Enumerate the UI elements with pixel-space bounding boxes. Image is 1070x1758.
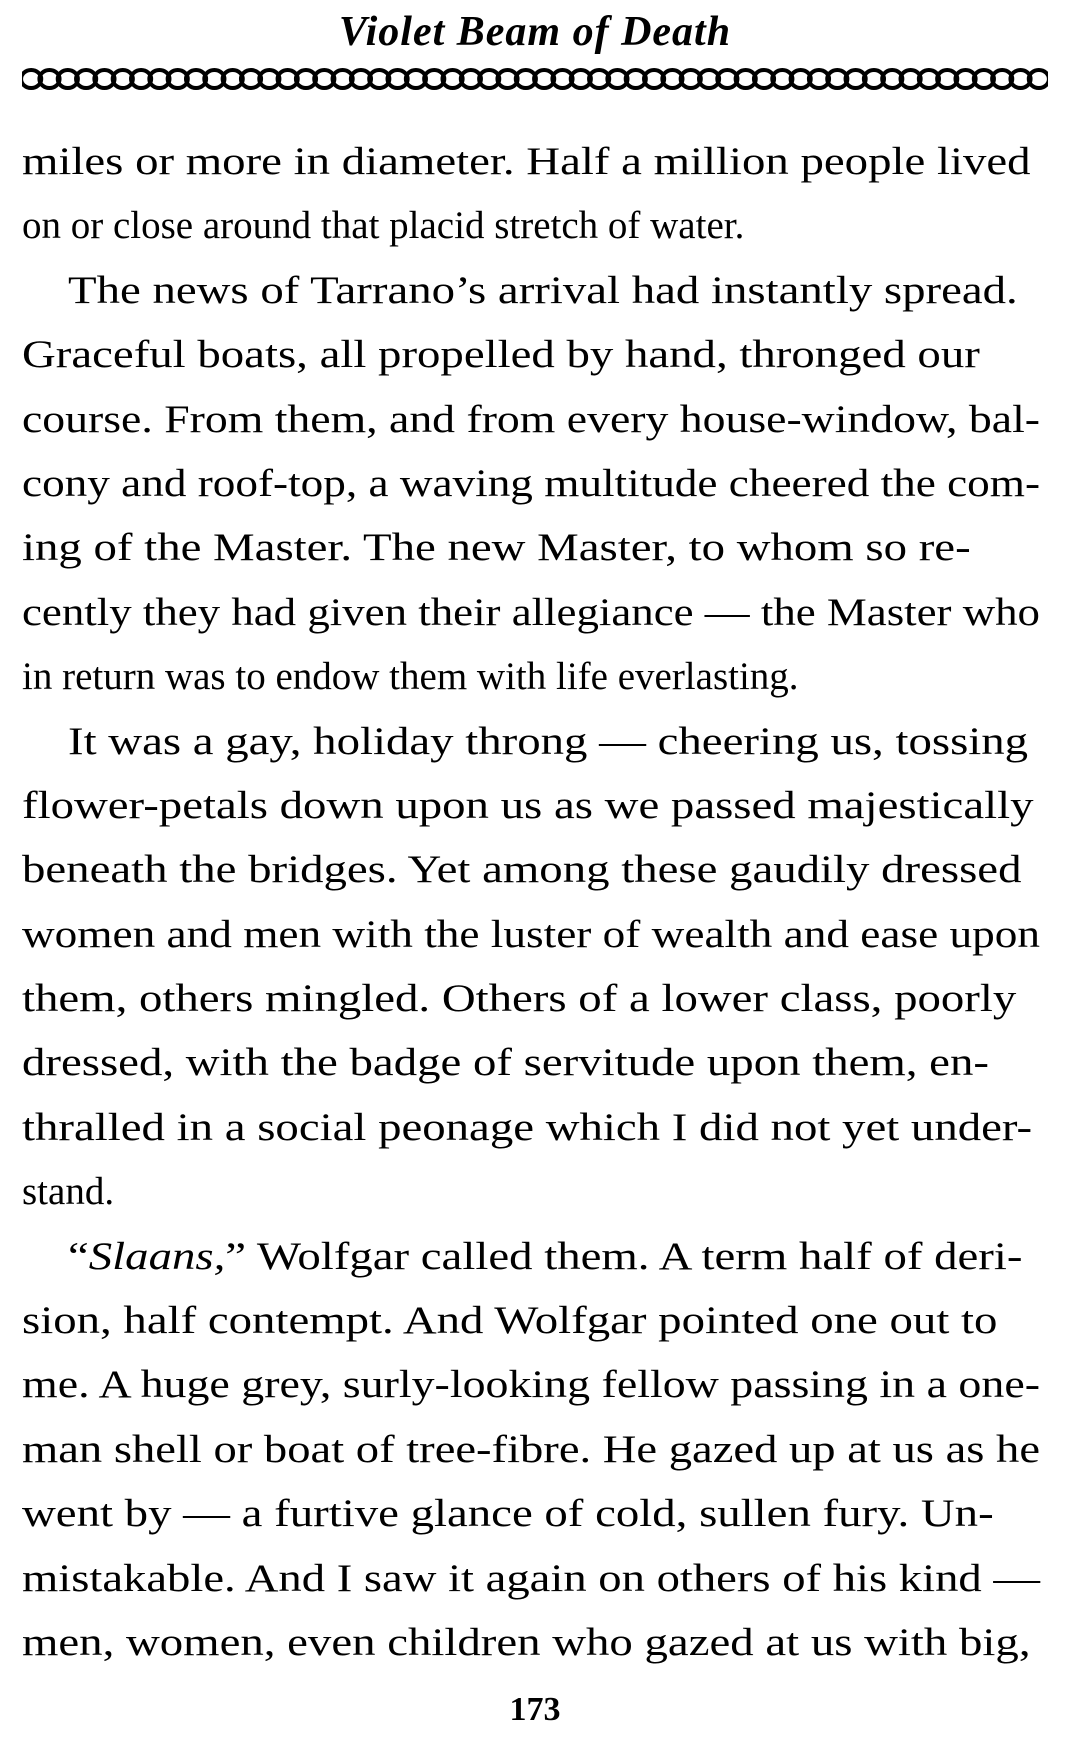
text-line <box>22 516 1040 580</box>
text-line <box>22 388 1040 452</box>
text-line-content: “Slaans,” Wolfgar called them. A term half of deri- <box>68 1234 1023 1278</box>
text-line-content: Graceful boats, all propelled by hand, thronged our <box>22 333 980 377</box>
text-line <box>22 323 1040 387</box>
text-line-content: ing of the Master. The new Master, to whom so re- <box>22 526 971 570</box>
body-text <box>22 130 1040 1675</box>
text-line <box>22 710 1040 774</box>
text-line <box>22 130 1040 194</box>
text-line <box>22 838 1040 902</box>
text-line <box>22 1289 1040 1353</box>
text-line-content: in return was to endow them with life everlasting. <box>22 655 799 699</box>
text-line <box>22 1353 1040 1417</box>
text-line-content: miles or more in diameter. Half a million people lived <box>22 140 1031 183</box>
text-line <box>22 774 1040 838</box>
text-line <box>22 1160 1040 1224</box>
page-number: 173 <box>509 1691 561 1728</box>
text-line <box>22 1031 1040 1095</box>
text-line <box>22 259 1040 323</box>
text-line-content: flower-petals down upon us as we passed majestically <box>22 783 1034 827</box>
text-line-content: sion, half contempt. And Wolfgar pointed one out to <box>22 1299 998 1343</box>
text-line <box>22 1482 1040 1546</box>
text-line-content: men, women, even children who gazed at us with big, <box>22 1620 1031 1664</box>
text-line <box>22 452 1040 516</box>
text-line-content: went by — a furtive glance of cold, sullen fury. Un- <box>22 1492 994 1536</box>
text-line-content: It was a gay, holiday throng — cheering us, tossing <box>68 719 1029 763</box>
text-line-content: women and men with the luster of wealth and ease upon <box>22 912 1040 956</box>
text-line-content: dressed, with the badge of servitude upon them, en- <box>22 1041 989 1085</box>
text-line <box>22 581 1040 645</box>
running-head: Violet Beam of Death <box>338 9 732 55</box>
text-line <box>22 1611 1040 1675</box>
text-line-content: them, others mingled. Others of a lower class, poorly <box>22 977 1017 1021</box>
text-line-content: me. A huge grey, surly-looking fellow passing in a one- <box>22 1363 1040 1407</box>
text-line <box>22 194 1040 258</box>
text-line-content: man shell or boat of tree-fibre. He gazed up at us as he <box>22 1427 1040 1471</box>
text-line-content: stand. <box>22 1170 115 1214</box>
text-line <box>22 967 1040 1031</box>
text-line <box>22 1096 1040 1160</box>
text-line-content: cony and roof-top, a waving multitude cheered the com- <box>22 461 1040 505</box>
text-line-content: The news of Tarrano’s arrival had instantly spread. <box>68 268 1018 312</box>
text-line <box>22 1418 1040 1482</box>
text-line-content: cently they had given their allegiance — the Master who <box>22 590 1040 634</box>
text-line-content: on or close around that placid stretch of water. <box>22 204 745 248</box>
ornamental-rule <box>22 64 1048 94</box>
text-line-content: mistakable. And I saw it again on others of his kind — <box>22 1556 1040 1600</box>
text-line <box>22 1547 1040 1611</box>
text-line <box>22 903 1040 967</box>
text-line <box>22 645 1040 709</box>
text-line-content: course. From them, and from every house-window, bal- <box>22 397 1040 441</box>
text-line <box>22 1225 1040 1289</box>
text-line-content: thralled in a social peonage which I did not yet under- <box>22 1105 1033 1149</box>
text-line-content: beneath the bridges. Yet among these gaudily dressed <box>22 848 1022 892</box>
